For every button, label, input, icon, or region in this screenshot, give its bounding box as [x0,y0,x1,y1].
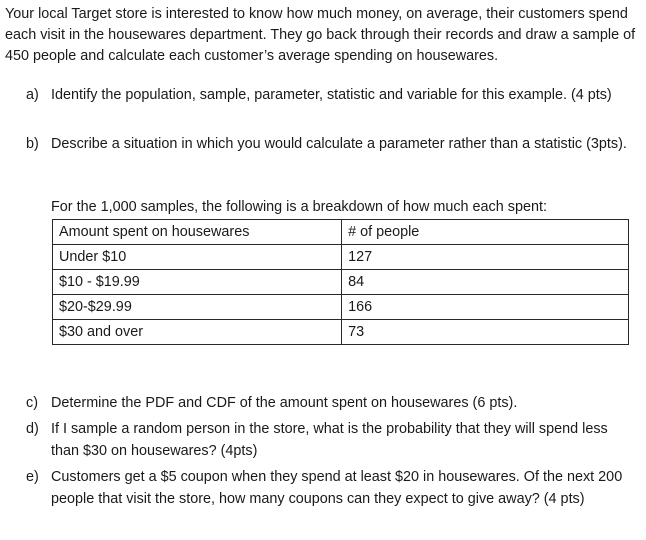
question-letter: a) [26,87,39,103]
table-row [53,320,629,345]
question-text: Determine the PDF and CDF of the amount spent on housewares (6 pts). [51,395,518,411]
table-header-row [53,220,629,245]
question-text: Describe a situation in which you would calculate a parameter rather than a statistic (3pts). [51,136,627,152]
question-letter: c) [26,395,38,411]
intro-paragraph: Your local Target store is interested to know how much money, on average, their customers spend each visit in the housewares department. They go back through their records and draw a sample of 450 people and calculate each customer’s average spending on housewares. [5,6,636,64]
table-caption: For the 1,000 samples, the following is a breakdown of how much each spent: [51,199,547,215]
question-letter: d) [26,421,39,437]
amount-cell: Under $10 [53,245,342,270]
question-text: Identify the population, sample, parameter, statistic and variable for this example. (4 pts) [51,87,612,103]
spending-table [52,219,629,345]
table-row [53,245,629,270]
question-letter: b) [26,136,39,152]
count-cell: 127 [342,245,629,270]
column-header-amount: Amount spent on housewares [53,220,342,245]
count-cell: 84 [342,270,629,295]
column-header-count: # of people [342,220,629,245]
table-row [53,270,629,295]
question-letter: e) [26,469,39,485]
amount-cell: $10 - $19.99 [53,270,342,295]
question-c [26,392,636,414]
question-a [26,84,636,106]
table-row [53,295,629,320]
question-d [26,418,636,462]
question-b [26,133,636,155]
question-text: If I sample a random person in the store, what is the probability that they will spend less than $30 on housewares? (4pts) [51,421,608,459]
count-cell: 73 [342,320,629,345]
amount-cell: $30 and over [53,320,342,345]
question-e [26,466,636,510]
count-cell: 166 [342,295,629,320]
question-text: Customers get a $5 coupon when they spend at least $20 in housewares. Of the next 200 people that visit the store, how many coupons can they expect to give away? (4 pts) [51,469,623,507]
amount-cell: $20-$29.99 [53,295,342,320]
